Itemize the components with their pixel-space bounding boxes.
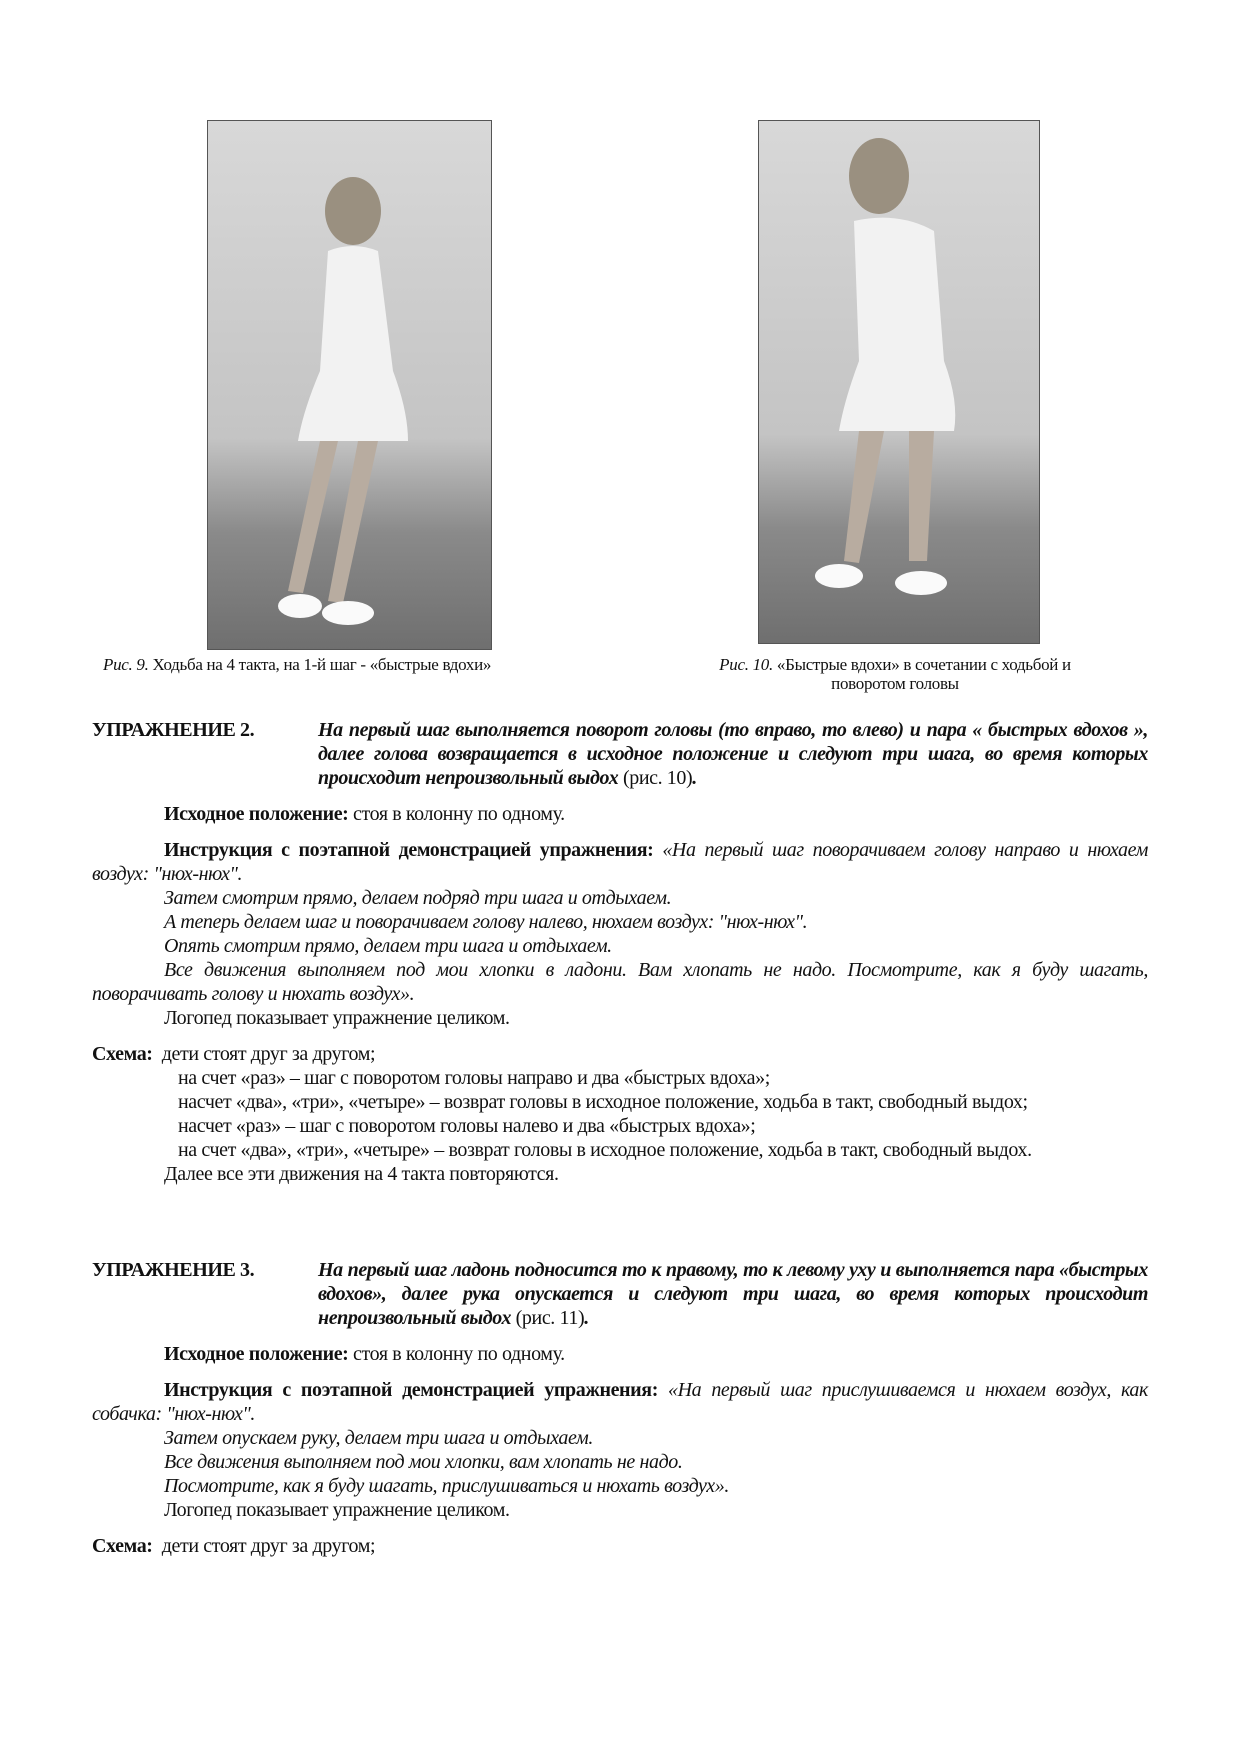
instruction-line: А теперь делаем шаг и поворачиваем голову налево, нюхаем воздух: "нюх-нюх". bbox=[164, 911, 808, 933]
figure-9-caption bbox=[103, 655, 491, 674]
figure-9-text: Ходьба на 4 такта, на 1-й шаг - «быстрые вдохи» bbox=[152, 655, 492, 674]
instruction-line: Опять смотрим прямо, делаем три шага и отдыхаем. bbox=[164, 935, 612, 957]
instruction-after: Логопед показывает упражнение целиком. bbox=[164, 1499, 510, 1521]
exercise-2-label: УПРАЖНЕНИЕ 2. bbox=[92, 719, 255, 741]
exercise-3-instruction bbox=[92, 1378, 1148, 1426]
figure-10-photo bbox=[758, 120, 1040, 644]
exercise-2-scheme bbox=[92, 1042, 1148, 1066]
exercise-3-scheme bbox=[92, 1534, 1148, 1558]
instruction-label: Инструкция с поэтапной демонстрацией упражнения: bbox=[164, 839, 654, 861]
figure-9-photo bbox=[207, 120, 492, 650]
exercise-2-start bbox=[92, 802, 1148, 826]
instruction-line: Посмотрите, как я буду шагать, прислушиваться и нюхать воздух». bbox=[164, 1475, 729, 1497]
instruction-after: Логопед показывает упражнение целиком. bbox=[164, 1007, 510, 1029]
start-label: Исходное положение: bbox=[164, 1343, 349, 1365]
figure-10-text-2: поворотом головы bbox=[831, 674, 959, 693]
exercise-3-title: На первый шаг ладонь подносится то к правому, то к левому уху и выполняется пара «быстрых вдохов», далее рука опускается и следуют три шага, во время которых происходит непроизвольный выдох (рис. 11). bbox=[318, 1259, 1148, 1329]
instruction-line: Все движения выполняем под мои хлопки, вам хлопать не надо. bbox=[164, 1451, 683, 1473]
exercise-3-ref: (рис. 11) bbox=[515, 1307, 585, 1329]
instruction-label: Инструкция с поэтапной демонстрацией упражнения: bbox=[164, 1379, 658, 1401]
instruction-line: Затем смотрим прямо, делаем подряд три шага и отдыхаем. bbox=[164, 887, 672, 909]
scheme-end: Далее все эти движения на 4 такта повторяются. bbox=[164, 1163, 559, 1185]
exercise-2-ref: (рис. 10) bbox=[622, 767, 693, 789]
figure-9-number: Рис. 9. bbox=[103, 655, 149, 674]
start-text: стоя в колонну по одному. bbox=[353, 803, 565, 825]
exercise-3-title-text: На первый шаг ладонь подносится то к правому, то к левому уху и выполняется пара «быстрых вдохов», далее рука опускается и следуют три шага, во время которых происходит непроизвольный выдох bbox=[318, 1259, 1148, 1329]
scheme-label: Схема: bbox=[92, 1535, 153, 1557]
start-text: стоя в колонну по одному. bbox=[353, 1343, 565, 1365]
exercise-2-title-text: На первый шаг выполняется поворот головы (то вправо, то влево) и пара « быстрых вдохов », далее голова возвращается в исходное положение и следуют три шага, во время которых происходит непроизвольный выдох bbox=[318, 719, 1148, 789]
figure-10-number: Рис. 10. bbox=[719, 655, 773, 674]
scheme-line: дети стоят друг за другом; bbox=[161, 1043, 376, 1065]
exercise-2-instruction bbox=[92, 838, 1148, 886]
scheme-line: дети стоят друг за другом; bbox=[161, 1535, 376, 1557]
scheme-line: насчет «раз» – шаг с поворотом головы налево и два «быстрых вдоха»; bbox=[178, 1115, 756, 1137]
start-label: Исходное положение: bbox=[164, 803, 349, 825]
exercise-2-title: На первый шаг выполняется поворот головы (то вправо, то влево) и пара « быстрых вдохов », далее голова возвращается в исходное положение и следуют три шага, во время которых происходит непроизвольный выдох (рис. 10). bbox=[318, 719, 1148, 789]
scheme-label: Схема: bbox=[92, 1043, 153, 1065]
instruction-line: Все движения выполняем под мои хлопки в ладони. Вам хлопать не надо. Посмотрите, как я буду шагать, поворачивать голову и нюхать воздух». bbox=[92, 959, 1148, 1005]
exercise-3 bbox=[92, 1258, 1148, 1558]
scheme-line: на счет «раз» – шаг с поворотом головы направо и два «быстрых вдоха»; bbox=[178, 1067, 770, 1089]
instruction-line: Затем опускаем руку, делаем три шага и отдыхаем. bbox=[164, 1427, 593, 1449]
exercise-3-start bbox=[92, 1342, 1148, 1366]
instruction-line: «На первый шаг прислушиваемся и нюхаем воздух, как собачка: "нюх-нюх". bbox=[92, 1379, 1148, 1425]
exercise-2 bbox=[92, 718, 1148, 1186]
instruction-line: «На первый шаг поворачиваем голову направо и нюхаем воздух: "нюх-нюх". bbox=[92, 839, 1148, 885]
scheme-line: на счет «два», «три», «четыре» – возврат головы в исходное положение, ходьба в такт, свободный выдох. bbox=[178, 1139, 1032, 1161]
figure-10-text-1: «Быстрые вдохи» в сочетании с ходьбой и bbox=[776, 655, 1071, 674]
scheme-line: насчет «два», «три», «четыре» – возврат головы в исходное положение, ходьба в такт, свободный выдох; bbox=[178, 1091, 1028, 1113]
figure-10-caption bbox=[665, 655, 1125, 693]
exercise-3-label: УПРАЖНЕНИЕ 3. bbox=[92, 1259, 255, 1281]
